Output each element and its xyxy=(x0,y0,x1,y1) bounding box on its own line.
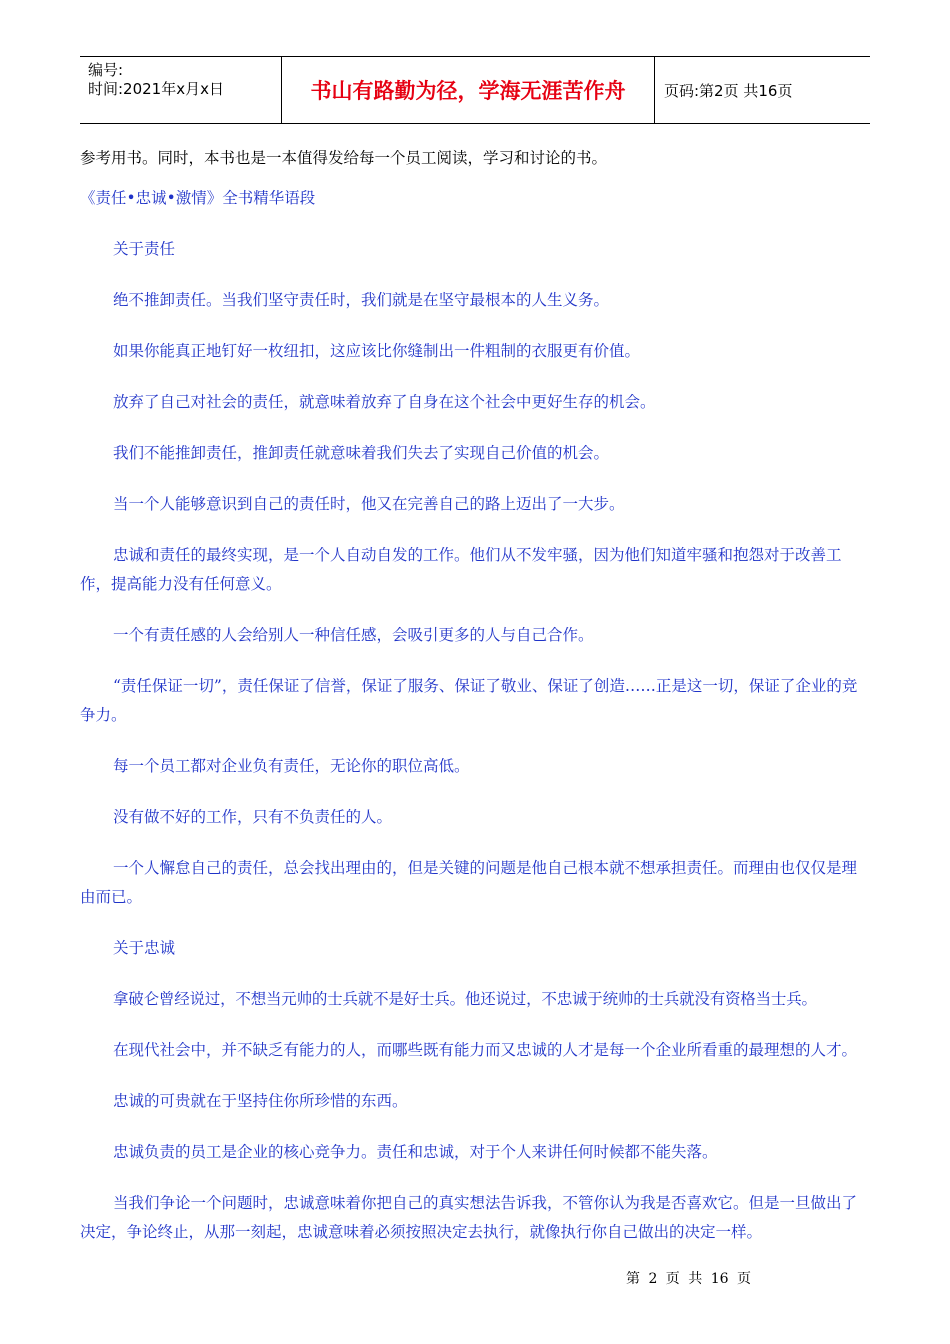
book-title: 《责任•忠诚•激情》全书精华语段 xyxy=(80,189,316,207)
header-slogan: 书山有路勤为径，学海无涯苦作舟 xyxy=(282,57,655,123)
header-page-label: 页码:第2页 共16页 xyxy=(664,81,793,100)
paragraph: 放弃了自己对社会的责任，就意味着放弃了自身在这个社会中更好生存的机会。 xyxy=(113,393,656,411)
paragraph: 一个人懈怠自己的责任，总会找出理由的，但是关键的问题是他自己根本就不想承担责任。而理由也仅仅是理由而已。 xyxy=(80,859,858,906)
paragraph: 在现代社会中，并不缺乏有能力的人，而哪些既有能力而又忠诚的人才是每一个企业所看重的最理想的人才。 xyxy=(113,1041,858,1059)
paragraph: 忠诚和责任的最终实现，是一个人自动自发的工作。他们从不发牢骚，因为他们知道牢骚和抱怨对于改善工作，提高能力没有任何意义。 xyxy=(80,546,842,593)
document-time-label: 时间:2021年x月x日 xyxy=(88,80,224,98)
paragraph: 忠诚负责的员工是企业的核心竞争力。责任和忠诚，对于个人来讲任何时候都不能失落。 xyxy=(113,1143,718,1161)
paragraph: “责任保证一切”，责任保证了信誉，保证了服务、保证了敬业、保证了创造……正是这一切，保证了企业的竞争力。 xyxy=(80,677,858,724)
paragraph: 当我们争论一个问题时，忠诚意味着你把自己的真实想法告诉我，不管你认为我是否喜欢它。但是一旦做出了决定，争论终止，从那一刻起，忠诚意味着必须按照决定去执行，就像执行你自己做出的决定一样。 xyxy=(80,1194,858,1241)
paragraph: 当一个人能够意识到自己的责任时，他又在完善自己的路上迈出了一大步。 xyxy=(113,495,625,513)
section-heading-loyalty: 关于忠诚 xyxy=(113,939,176,957)
paragraph: 忠诚的可贵就在于坚持住你所珍惜的东西。 xyxy=(113,1092,408,1110)
intro-paragraph: 参考用书。同时，本书也是一本值得发给每一个员工阅读，学习和讨论的书。 xyxy=(80,149,608,167)
document-header xyxy=(80,56,870,124)
header-meta-cell xyxy=(80,57,282,123)
paragraph: 一个有责任感的人会给别人一种信任感，会吸引更多的人与自己合作。 xyxy=(113,626,594,644)
section-heading-responsibility: 关于责任 xyxy=(113,240,176,258)
paragraph: 每一个员工都对企业负有责任，无论你的职位高低。 xyxy=(113,757,470,775)
paragraph: 如果你能真正地钉好一枚纽扣，这应该比你缝制出一件粗制的衣服更有价值。 xyxy=(113,342,641,360)
document-number-label: 编号: xyxy=(88,61,124,79)
paragraph: 没有做不好的工作，只有不负责任的人。 xyxy=(113,808,393,826)
paragraph: 绝不推卸责任。当我们坚守责任时，我们就是在坚守最根本的人生义务。 xyxy=(113,291,610,309)
paragraph: 我们不能推卸责任，推卸责任就意味着我们失去了实现自己价值的机会。 xyxy=(113,444,610,462)
page-footer: 第 2 页 共 16 页 xyxy=(626,1271,751,1287)
paragraph: 拿破仑曾经说过，不想当元帅的士兵就不是好士兵。他还说过，不忠诚于统帅的士兵就没有资格当士兵。 xyxy=(113,990,817,1008)
document-body xyxy=(80,144,870,1247)
